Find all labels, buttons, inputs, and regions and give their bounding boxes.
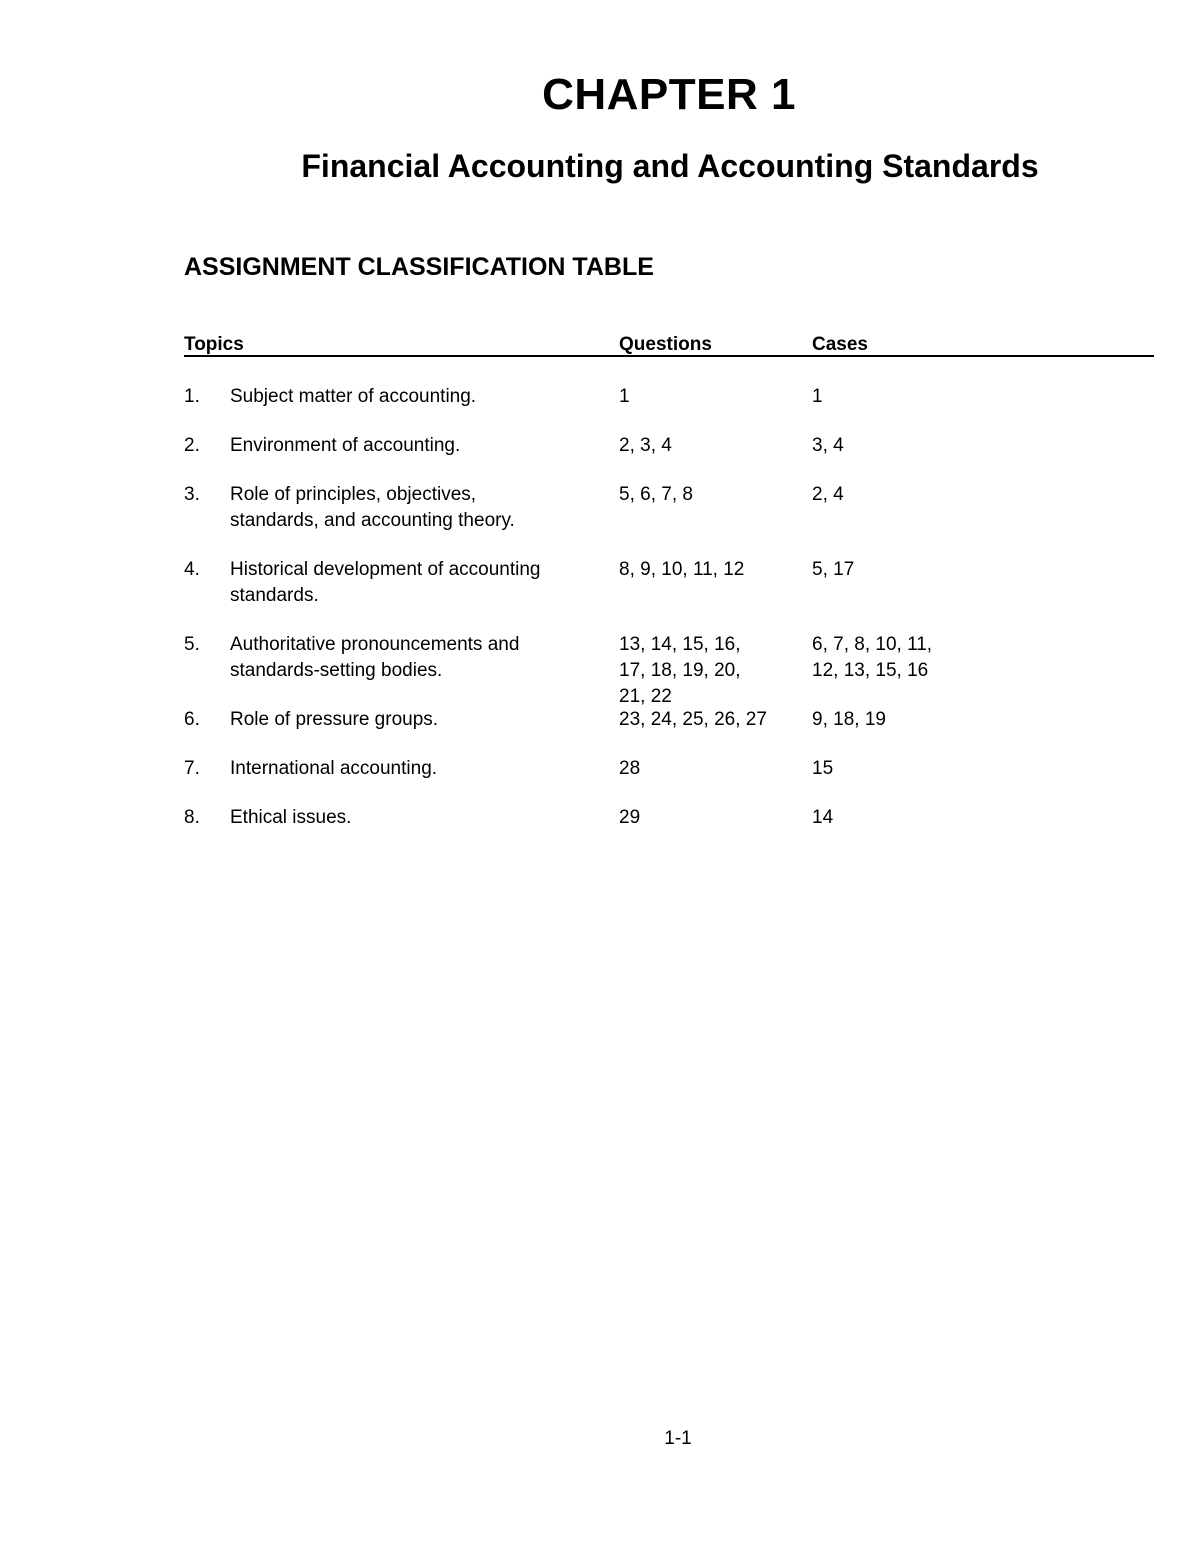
table-row [184,482,1154,534]
row-number: 6. [184,709,200,730]
row-cases: 15 [812,758,834,779]
row-topic: Environment of accounting. [230,435,461,456]
header-topics: Topics [184,334,244,355]
section-heading: ASSIGNMENT CLASSIFICATION TABLE [184,253,654,281]
row-topic: Historical development of accounting standards. [230,559,541,606]
row-number: 5. [184,634,200,655]
row-number: 4. [184,559,200,580]
table-row [184,433,1154,459]
header-questions: Questions [619,334,712,355]
row-topic: Role of pressure groups. [230,709,439,730]
row-number: 1. [184,386,200,407]
row-questions: 29 [619,807,641,828]
row-number: 8. [184,807,200,828]
row-questions: 13, 14, 15, 16, 17, 18, 19, 20, 21, 22 [619,634,741,707]
row-questions: 5, 6, 7, 8 [619,484,693,505]
row-cases: 3, 4 [812,435,844,456]
row-questions: 1 [619,386,630,407]
row-topic: Role of principles, objectives, standards, and accounting theory. [230,484,515,531]
header-cases: Cases [812,334,868,355]
table-row [184,756,1154,782]
chapter-subtitle: Financial Accounting and Accounting Standards [301,148,1039,184]
row-cases: 1 [812,386,823,407]
row-cases: 5, 17 [812,559,855,580]
table-body [184,384,1154,854]
table-row [184,632,1154,707]
row-cases: 2, 4 [812,484,844,505]
table-row [184,707,1154,733]
row-topic: Ethical issues. [230,807,352,828]
row-topic: Subject matter of accounting. [230,386,477,407]
table-header-row [184,333,1154,357]
row-topic: Authoritative pronouncements and standards-setting bodies. [230,634,520,681]
row-number: 7. [184,758,200,779]
assignment-classification-table [184,333,1154,828]
page-number: 1-1 [664,1428,692,1449]
row-questions: 28 [619,758,641,779]
row-questions: 2, 3, 4 [619,435,672,456]
table-row [184,805,1154,831]
row-cases: 9, 18, 19 [812,709,886,730]
row-topic: International accounting. [230,758,438,779]
row-number: 2. [184,435,200,456]
table-row [184,557,1154,609]
row-cases: 14 [812,807,834,828]
row-questions: 8, 9, 10, 11, 12 [619,559,745,580]
row-number: 3. [184,484,200,505]
chapter-title: CHAPTER 1 [542,70,796,119]
table-row [184,384,1154,410]
row-questions: 23, 24, 25, 26, 27 [619,709,767,730]
row-cases: 6, 7, 8, 10, 11, 12, 13, 15, 16 [812,634,933,681]
